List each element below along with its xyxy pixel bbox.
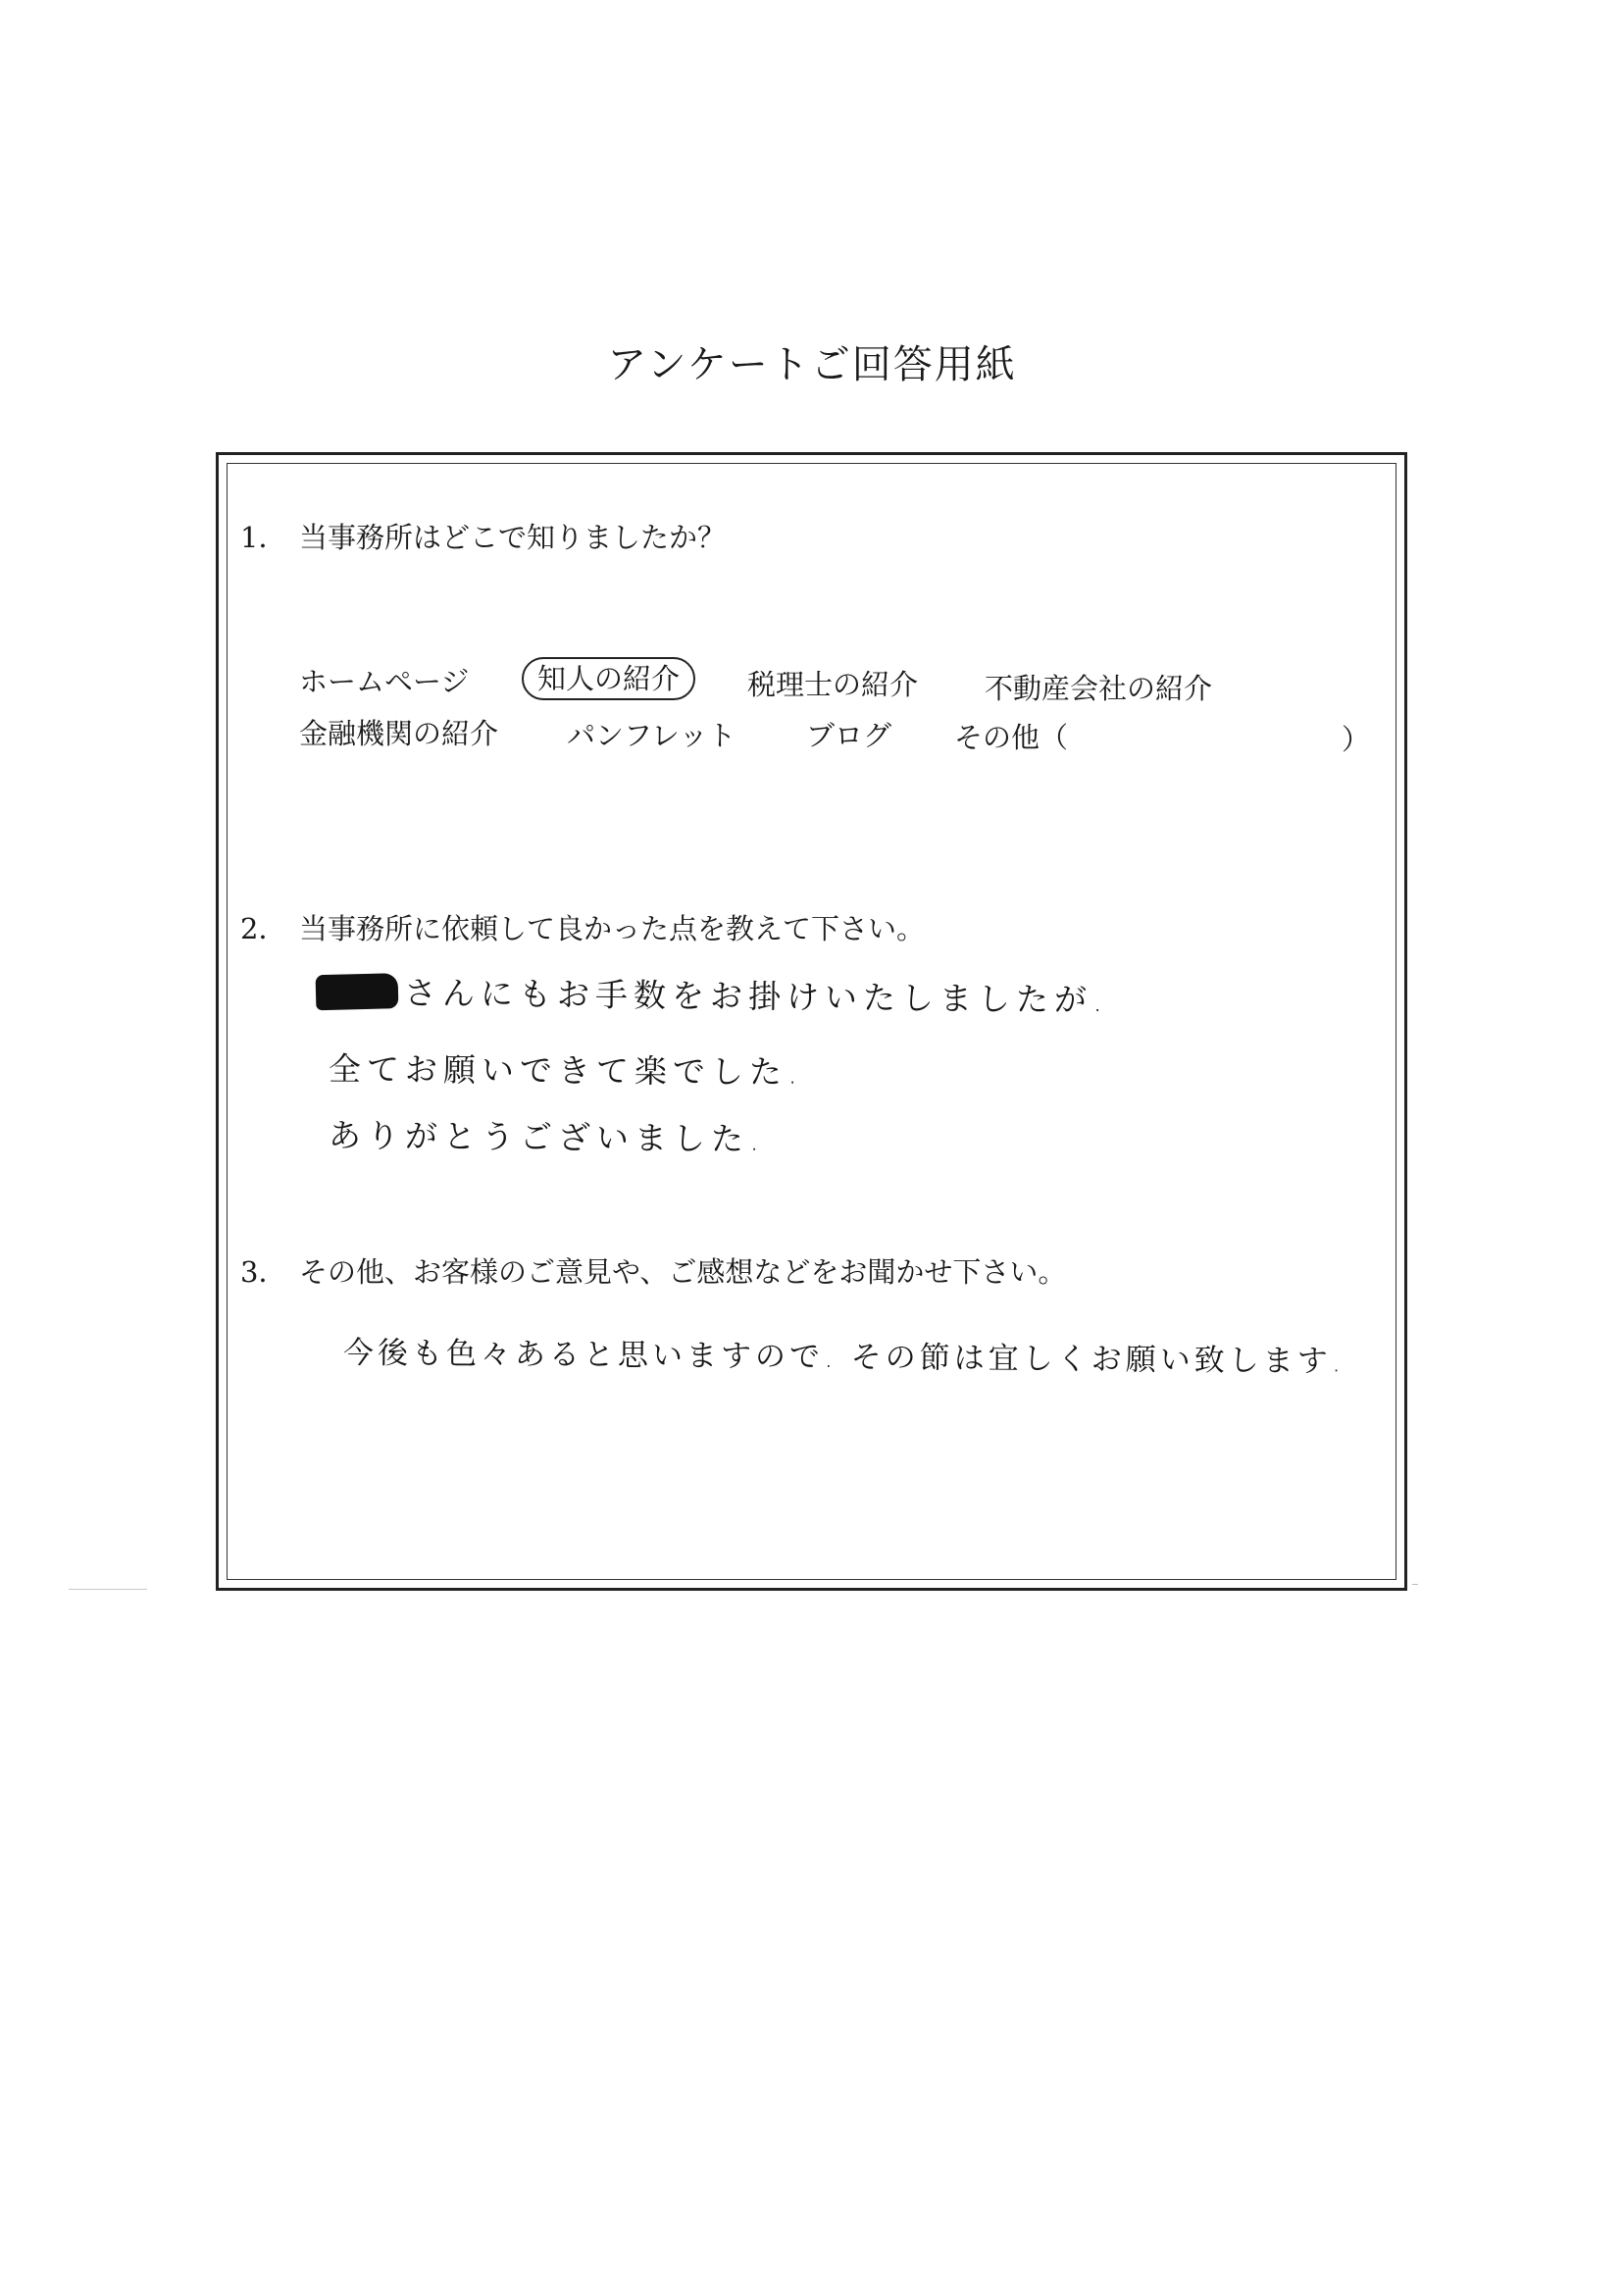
option-acquaintance[interactable] — [537, 657, 695, 697]
answer-3-line-1: 今後も色々あると思いますので. その節は宜しくお願い致します. — [342, 1335, 1345, 1380]
question-2 — [240, 907, 925, 947]
answer-2-line-1 — [316, 967, 1109, 1021]
question-3-text: その他、お客様のご意見や、ご感想などをお聞かせ下さい。 — [299, 1255, 1067, 1289]
question-3 — [240, 1250, 1066, 1291]
redacted-name-mark — [316, 973, 399, 1010]
option-other-close: ） — [1342, 723, 1371, 756]
option-homepage[interactable]: ホームページ — [299, 665, 470, 698]
survey-frame-inner-border — [227, 463, 1396, 1580]
question-1 — [240, 516, 726, 556]
answer-2-line-2: 全てお願いできて楽でした. — [328, 1049, 804, 1092]
scan-artifact-line — [69, 1589, 147, 1590]
option-tax-accountant[interactable]: 税理士の紹介 — [747, 668, 919, 701]
option-real-estate[interactable]: 不動産会社の紹介 — [985, 672, 1213, 705]
question-3-number: 3． — [240, 1255, 287, 1289]
survey-frame — [216, 452, 1407, 1591]
scan-artifact-mark — [1412, 1584, 1418, 1585]
answer-2-line-1-text: さんにもお手数をお掛けいたしましたが. — [403, 973, 1109, 1020]
form-title: アンケートご回答用紙 — [607, 342, 1017, 387]
option-other[interactable]: その他（ — [954, 721, 1069, 754]
question-2-number: 2． — [240, 912, 287, 945]
question-2-text: 当事務所に依頼して良かった点を教えて下さい。 — [299, 912, 926, 945]
option-pamphlet[interactable]: パンフレット — [567, 719, 736, 752]
question-1-number: 1． — [240, 521, 287, 554]
option-financial-institution[interactable]: 金融機関の紹介 — [299, 717, 499, 750]
option-blog[interactable]: ブログ — [806, 719, 892, 752]
selected-option-circle: 知人の紹介 — [522, 657, 695, 700]
answer-2-line-3: ありがとうございました. — [328, 1116, 766, 1158]
question-1-text: 当事務所はどこで知りましたか？ — [299, 521, 727, 554]
